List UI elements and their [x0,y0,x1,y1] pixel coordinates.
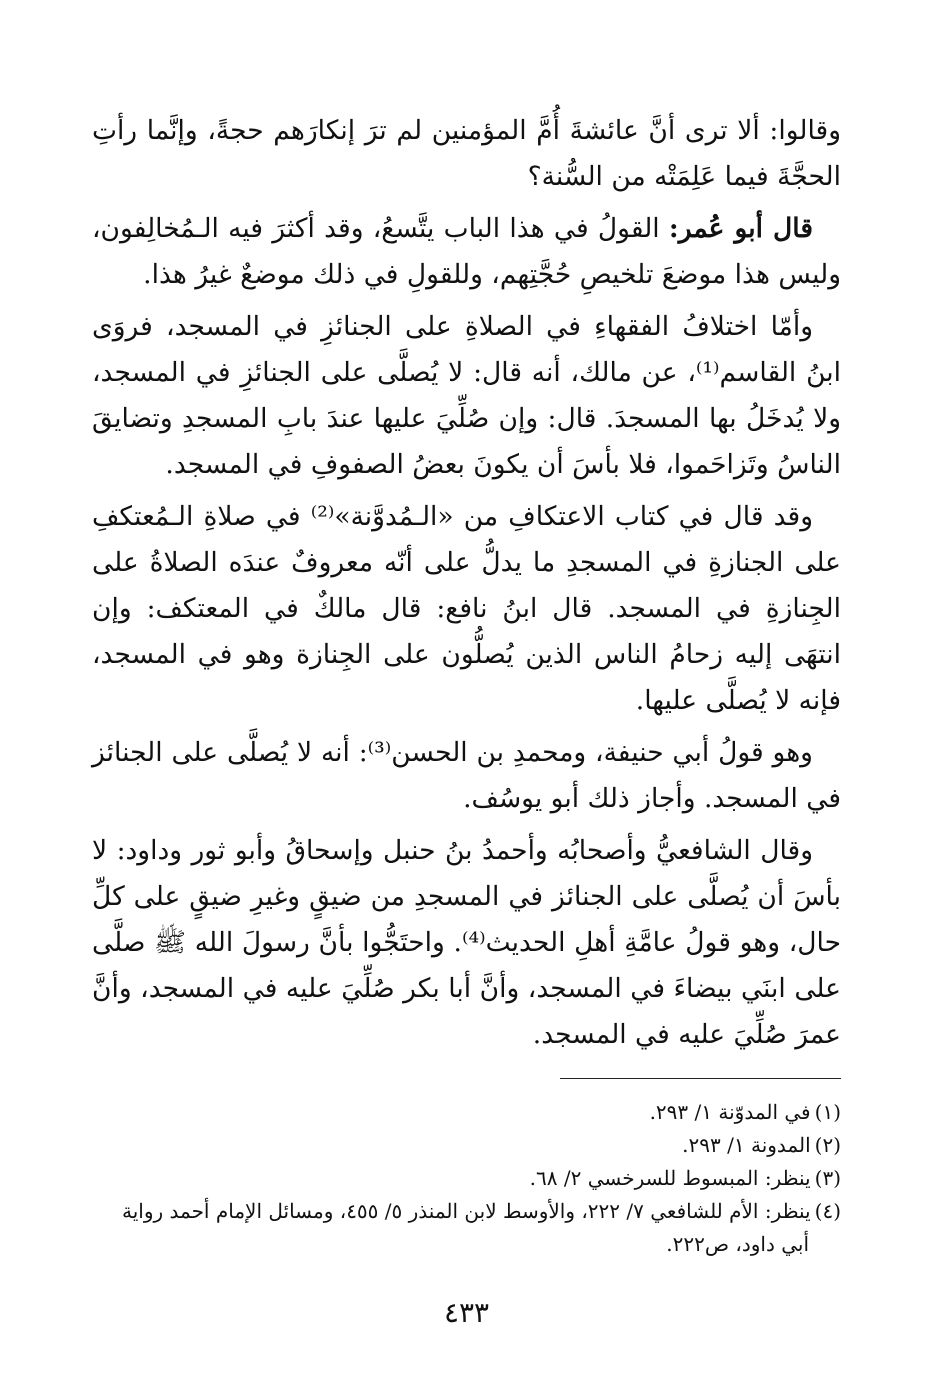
footnote-text: ينظر: المبسوط للسرخسي ٢/ ٦٨. [529,1166,811,1190]
footnote-1 [92,1096,841,1129]
footnote-separator [560,1078,841,1079]
paragraph-text: وقالوا: ألا ترى أنَّ عائشةَ أُمَّ المؤمنين لم ترَ إنكارَهم حجةً، وإنَّما رأتِ الحجَّةَ فيما عَلِمَتْه من السُّنة؟ [92,115,841,192]
footnote-number: (٢) [814,1133,841,1157]
main-text [92,108,841,1064]
paragraph-text: وأمّا اختلافُ الفقهاءِ في الصلاةِ على الجنائزِ في المسجد، فروَى ابنُ القاسم⁽¹⁾، عن مالك، أنه قال: لا يُصلَّى على الجنائزِ في المسجد، ولا يُدخَلُ بها المسجدَ. قال: وإن صُلِّيَ عليها عندَ بابِ المسجدِ وتضايقَ الناسُ وتَزاحَموا، فلا بأسَ أن يكونَ بعضُ الصفوفِ في المسجد. [92,311,841,480]
paragraph-3 [92,304,841,488]
paragraph-text: وقال الشافعيُّ وأصحابُه وأحمدُ بنُ حنبل وإسحاقُ وأبو ثور وداود: لا بأسَ أن يُصلَّى على الجنائز في المسجدِ من ضيقٍ وغيرِ ضيقٍ على كلِّ حال، وهو قولُ عامَّةِ أهلِ الحديث⁽⁴⁾. واحتَجُّوا بأنَّ رسولَ الله ﷺ صلَّى على ابنَي بيضاءَ في المسجد، وأنَّ أبا بكر صُلِّيَ عليه في المسجد، وأنَّ عمرَ صُلِّيَ عليه في المسجد. [92,835,841,1050]
paragraph-6 [92,828,841,1058]
footnote-3 [92,1162,841,1195]
footnote-number: (٣) [814,1166,841,1190]
paragraph-text: القولُ في هذا الباب يتَّسعُ، وقد أكثرَ فيه الـمُخالِفون، وليس هذا موضعَ تلخيصِ حُجَّتِهم، وللقولِ في ذلك موضعٌ غيرُ هذا. [92,213,841,290]
footnote-text: المدونة ١/ ٢٩٣. [682,1133,811,1157]
paragraph-text: وقد قال في كتاب الاعتكافِ من «الـمُدوَّنة»⁽²⁾ في صلاةِ الـمُعتكفِ على الجنازةِ في المسجدِ ما يدلُّ على أنّه معروفٌ عندَه الصلاةُ على الجِنازةِ في المسجد. قال ابنُ نافع: قال مالكٌ في المعتكف: وإن انتهَى إليه زحامُ الناس الذين يُصلُّون على الجِنازة وهو في المسجد، فإنه لا يُصلَّى عليها. [92,501,841,716]
page-number: ٤٣٣ [443,1296,490,1329]
footnote-2 [92,1129,841,1162]
footnote-text: في المدوّنة ١/ ٢٩٣. [649,1100,811,1124]
footnote-number: (١) [814,1100,841,1124]
paragraph-lead: قال أبو عُمر: [668,213,813,244]
footnote-text: ينظر: الأم للشافعي ٧/ ٢٢٢، والأوسط لابن المنذر ٥/ ٤٥٥، ومسائل الإمام أحمد رواية [121,1199,811,1223]
footnotes [92,1096,841,1261]
paragraph-text: وهو قولُ أبي حنيفة، ومحمدِ بن الحسن⁽³⁾: أنه لا يُصلَّى على الجنائز في المسجد. وأجاز ذلك أبو يوسُف. [92,737,841,814]
footnote-4 [92,1195,841,1228]
paragraph-1 [92,108,841,200]
footnote-number: (٤) [814,1199,841,1223]
paragraph-5 [92,730,841,822]
footnote-4-continuation: أبي داود، ص٢٢٢. [666,1232,809,1256]
paragraph-4 [92,494,841,724]
paragraph-2 [92,206,841,298]
